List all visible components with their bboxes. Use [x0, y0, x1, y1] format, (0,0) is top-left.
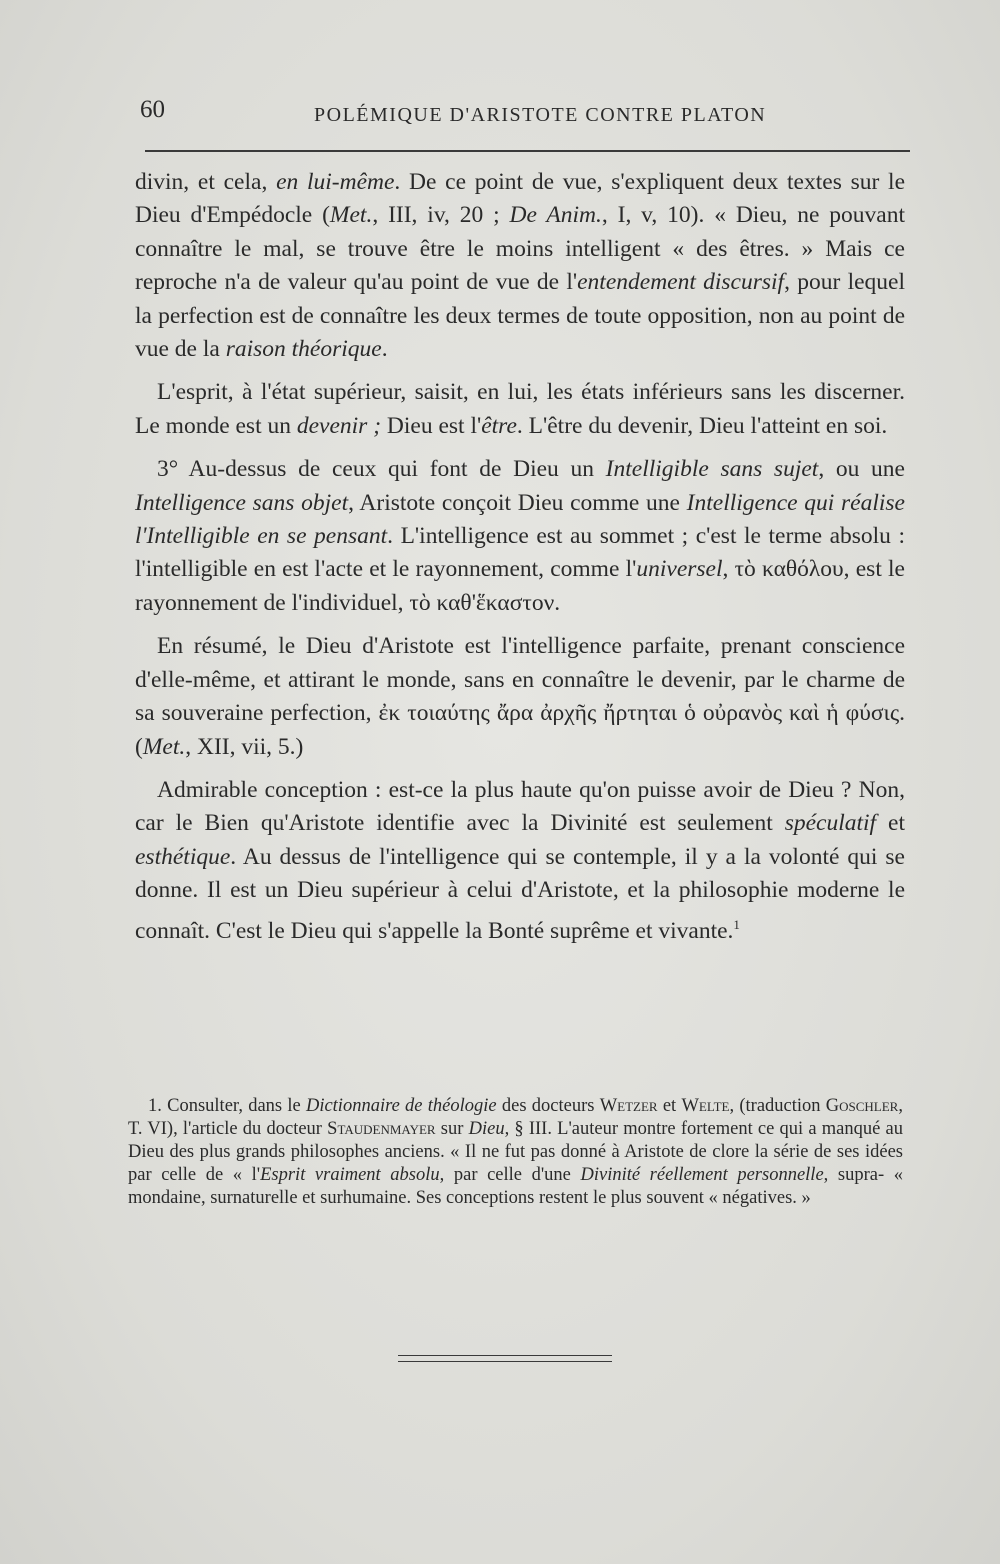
italic-text: entendement discursif — [577, 269, 785, 296]
text-run: , supra- « mondaine, surnaturelle et surhumaine. Ses conceptions restent le plus souvent « négatives. » — [128, 1165, 903, 1208]
italic-text: Dieu — [468, 1119, 505, 1139]
text-run: En résumé, le Dieu d'Aristote est l'intelligence parfaite, prenant conscience d'elle-même, et attirant le monde, sans en connaître le devenir, par le charme de sa souveraine perfection, ἐκ τοιαύτης ἄρα ἀρχῆς ἤρτηται ὁ οὐρανὸς καὶ ἡ φύσις. ( — [135, 633, 905, 760]
paragraph — [135, 166, 905, 366]
text-run: , I, v, 10). « Dieu, ne pouvant connaître le mal, se trouve être le moins intelligent « des êtres. » Mais ce reproche n'a de valeur qu'au point de vue de l' — [135, 202, 905, 296]
paragraph — [135, 630, 905, 764]
text-run: et — [657, 1096, 682, 1116]
text-run: , (traduction — [729, 1096, 826, 1116]
text-run: , par celle d'une — [439, 1165, 581, 1185]
text-run: , τὸ καθόλου, est le rayonnement de l'individuel, τὸ καθ'ἕκαστον. — [135, 556, 905, 616]
text-run: . L'intelligence est au sommet ; c'est le terme absolu : l'intelligible en est l'acte et le rayonnement, comme l' — [135, 523, 905, 583]
footnotes — [128, 1095, 903, 1210]
italic-text: être — [481, 412, 517, 439]
italic-text: Intelligence qui réalise l'Intelligible en se pensant — [135, 489, 905, 550]
text-run: . — [381, 336, 388, 363]
text-run: Dieu est l' — [381, 412, 482, 439]
italic-text: esthétique — [135, 843, 231, 870]
text-run: 3° Au-dessus de ceux qui font de Dieu un — [157, 456, 606, 483]
paragraph — [135, 376, 905, 443]
text-run: , Aristote conçoit Dieu comme une — [348, 489, 687, 516]
text-run: , ou une — [818, 456, 905, 483]
body-text — [135, 166, 905, 958]
footnote-1 — [128, 1095, 903, 1210]
italic-text: spéculatif — [784, 810, 877, 837]
italic-text: Dictionnaire de théologie — [305, 1096, 497, 1116]
header-rule — [145, 150, 910, 152]
text-run: sur — [435, 1119, 469, 1139]
italic-text: universel — [636, 556, 723, 583]
running-head: POLÉMIQUE D'ARISTOTE CONTRE PLATON — [314, 104, 767, 126]
text-run: des docteurs — [496, 1096, 600, 1116]
page-number: 60 — [140, 96, 165, 123]
text-run: , § III. L'auteur montre fortement ce qui a manqué au Dieu des plus grands philosophes anciens. « Il ne fut pas donné à Aristote de clore la série de ses idées par celle de « l' — [128, 1119, 904, 1185]
text-run: , pour lequel la perfection est de connaître les deux termes de toute opposition, non au point de vue de la — [135, 269, 905, 363]
text-run: . De ce point de vue, s'expliquent deux textes sur le Dieu d'Empédocle ( — [135, 169, 905, 229]
text-run: et — [876, 810, 905, 837]
text-run: Admirable conception : est-ce la plus haute qu'on puisse avoir de Dieu ? Non, car le Bien qu'Aristote identifie avec la Divinité est seulement — [135, 776, 905, 837]
author-name: Staudenmayer — [327, 1119, 436, 1139]
text-run: , T. VI), l'article du docteur — [128, 1096, 903, 1139]
italic-text: Esprit vraiment absolu — [260, 1165, 440, 1185]
text-run: . Au dessus de l'intelligence qui se contemple, il y a la volonté qui se donne. Il est un Dieu supérieur à celui d'Aristote, et la philosophie moderne le connaît. C'est le Dieu qui s'appelle la Bonté suprême et vivante. — [135, 843, 905, 944]
text-run: , III, iv, 20 ; — [372, 202, 510, 229]
text-run: . L'être du devenir, Dieu l'atteint en soi. — [516, 412, 888, 439]
italic-text: Met. — [142, 733, 186, 760]
italic-text: Intelligence sans objet — [135, 489, 349, 516]
italic-text: Divinité réellement personnelle — [580, 1165, 824, 1185]
end-ornament-rule — [398, 1355, 612, 1362]
author-name: Goschler — [825, 1096, 899, 1116]
text-run: 1. Consulter, dans le — [148, 1096, 306, 1116]
paragraph — [135, 453, 905, 620]
italic-text: Intelligible sans sujet — [605, 456, 819, 483]
footnote-marker: 1 — [733, 916, 740, 932]
italic-text: raison théorique — [225, 336, 382, 363]
italic-text: De Anim. — [509, 202, 602, 229]
italic-text: devenir ; — [296, 412, 382, 439]
text-run: divin, et cela, — [135, 169, 277, 195]
page-header — [140, 96, 910, 136]
paragraph — [135, 774, 905, 948]
italic-text: Met. — [329, 202, 373, 229]
text-run: , XII, vii, 5.) — [185, 733, 304, 760]
author-name: Welte — [681, 1096, 730, 1116]
italic-text: en lui-même — [276, 169, 395, 195]
author-name: Wetzer — [599, 1096, 658, 1116]
text-run: L'esprit, à l'état supérieur, saisit, en lui, les états inférieurs sans les discerner. Le monde est un — [135, 379, 905, 439]
